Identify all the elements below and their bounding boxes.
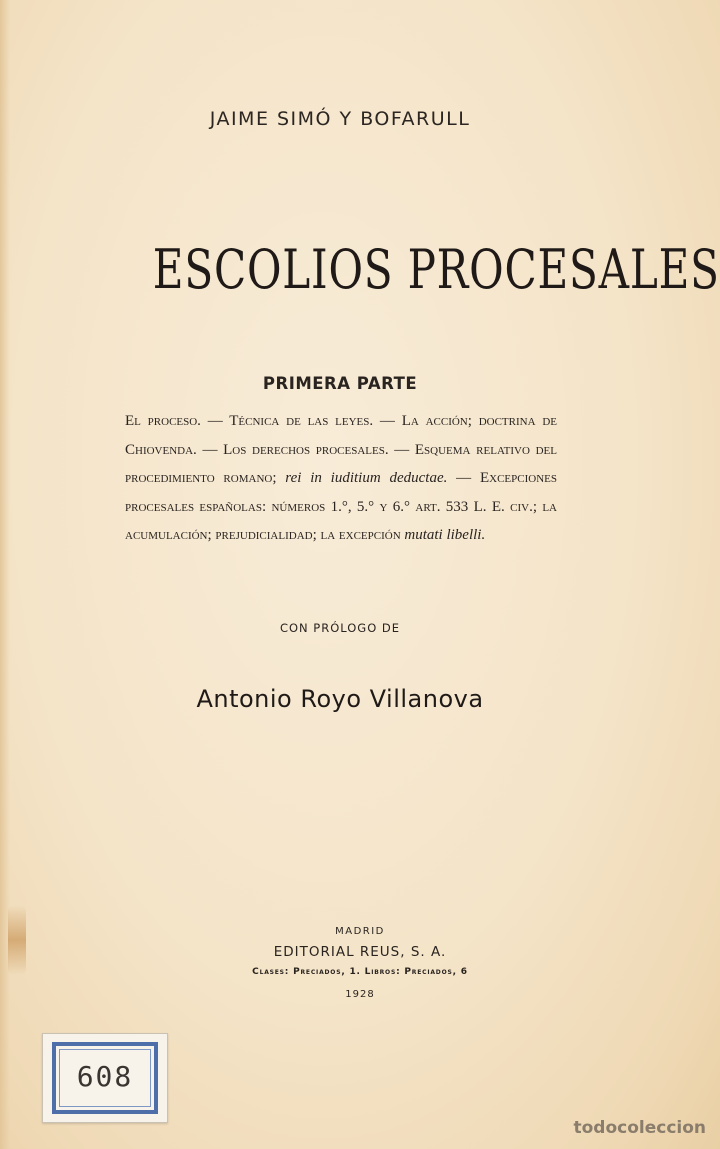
imprint-address: Clases: Preciados, 1. Libros: Preciados, 6 [252,967,468,977]
library-shelf-label [42,1033,168,1123]
part-heading: PRIMERA PARTE [262,374,418,393]
author-name: JAIME SIMÓ Y BOFARULL [209,108,471,130]
contents-italic-1: rei in iuditium deductae. [285,470,448,486]
paper-stain [8,905,26,975]
prologist-name: Antonio Royo Villanova [196,685,484,713]
contents-text-1: El proceso. — Técnica de las leyes. — La acción; doctrina de Chiovenda. — Los derechos procesales. — Esquema relativo del procedimiento romano; [125,413,557,486]
book-title: ESCOLIOS PROCESALES [152,238,720,301]
imprint-publisher: EDITORIAL REUS, S. A. [273,944,447,960]
watermark-text: todocoleccion [573,1118,706,1138]
contents-text-2: — Excepciones procesales españolas: números 1.°, 5.° y 6.° art. 533 L. E. civ.; la acumulación; prejudicialidad; la excepción [125,470,557,543]
imprint-year: 1928 [345,989,375,1000]
prologue-label: CON PRÓLOGO DE [279,621,401,635]
table-of-contents [125,407,557,550]
label-number: 608 [76,1060,134,1093]
contents-italic-2: mutati libelli. [404,527,486,543]
imprint-city: MADRID [335,926,385,937]
